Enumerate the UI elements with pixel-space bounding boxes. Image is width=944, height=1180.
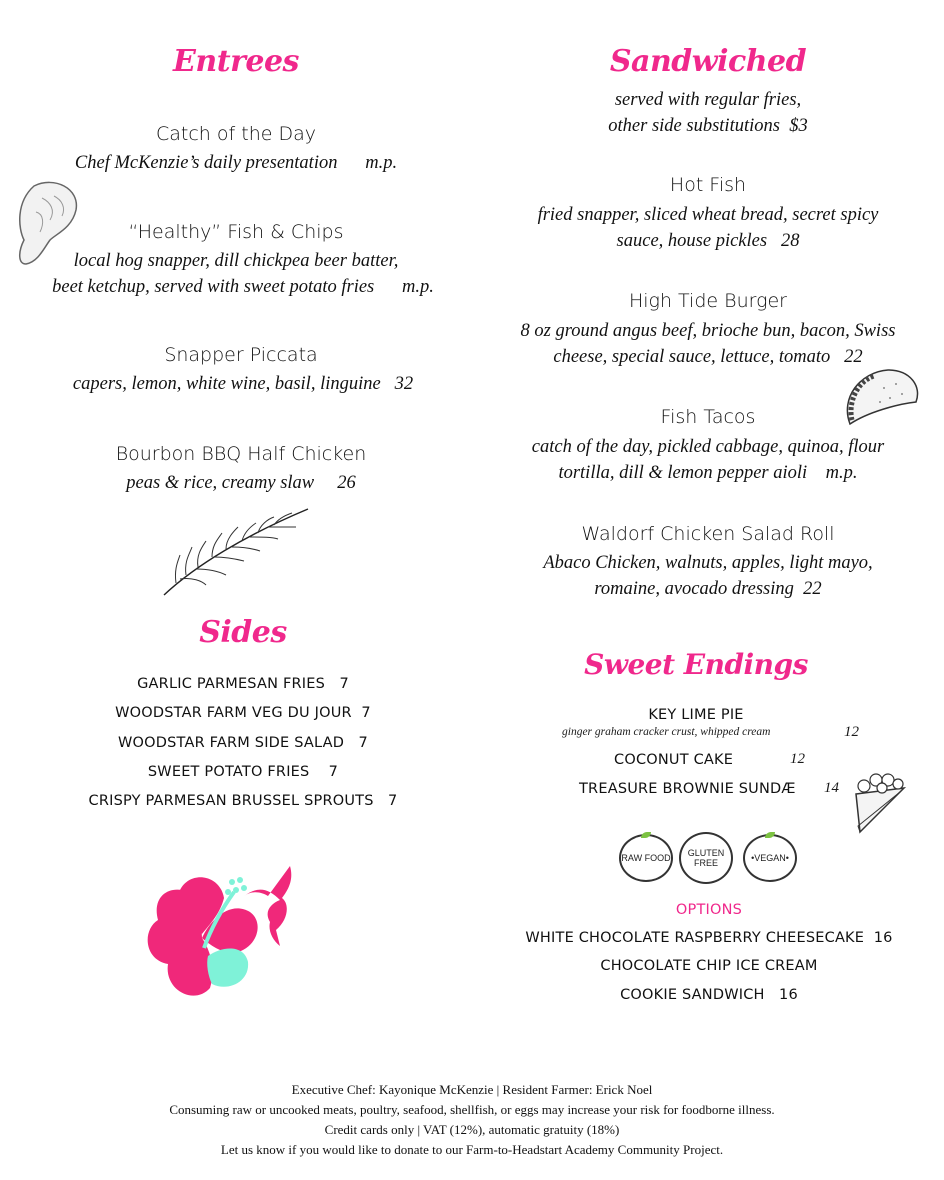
footer-warning: Consuming raw or uncooked meats, poultry, seafood, shellfish, or eggs may increase your risk for foodborne illness. bbox=[169, 1102, 775, 1117]
entree-desc: local hog snapper, dill chickpea beer batter, bbox=[73, 251, 399, 271]
options-label: OPTIONS bbox=[675, 902, 743, 918]
sandwich-desc: tortilla, dill & lemon pepper aioli m.p. bbox=[558, 463, 858, 483]
option-item: COOKIE SANDWICH 16 bbox=[620, 987, 798, 1003]
side-item: CRISPY PARMESAN BRUSSEL SPROUTS 7 bbox=[88, 793, 398, 809]
sandwich-name: Waldorf Chicken Salad Roll bbox=[581, 523, 835, 545]
hibiscus-hummingbird-icon bbox=[140, 860, 310, 1010]
side-item: WOODSTAR FARM VEG DU JOUR 7 bbox=[115, 705, 371, 721]
entree-name: “Healthy” Fish & Chips bbox=[128, 221, 344, 243]
dessert-name: COCONUT CAKE bbox=[614, 752, 734, 768]
footer-donation: Let us know if you would like to donate to our Farm-to-Headstart Academy Community Project. bbox=[220, 1142, 724, 1157]
entree-desc: beet ketchup, served with sweet potato fries m.p. bbox=[52, 277, 434, 297]
entree-name: Snapper Piccata bbox=[164, 344, 318, 366]
sandwiched-heading: Sandwiched bbox=[609, 44, 807, 79]
sandwich-desc: 8 oz ground angus beef, brioche bun, bacon, Swiss bbox=[520, 321, 896, 341]
entree-desc: capers, lemon, white wine, basil, linguine 32 bbox=[72, 374, 414, 394]
rosemary-sprig-icon bbox=[156, 505, 316, 600]
sandwich-name: High Tide Burger bbox=[628, 290, 787, 312]
sandwich-desc: romaine, avocado dressing 22 bbox=[594, 579, 822, 599]
sandwich-name: Fish Tacos bbox=[660, 406, 756, 428]
entree-desc: Chef McKenzie’s daily presentation m.p. bbox=[74, 153, 398, 173]
footer-payment: Credit cards only | VAT (12%), automatic gratuity (18%) bbox=[324, 1122, 620, 1137]
footer bbox=[0, 1080, 944, 1160]
side-item: SWEET POTATO FRIES 7 bbox=[147, 764, 339, 780]
entrees-heading: Entrees bbox=[173, 44, 299, 79]
vegan-badge: •VEGAN• bbox=[743, 834, 797, 882]
dessert-name: KEY LIME PIE bbox=[648, 707, 744, 723]
sides-heading: Sides bbox=[199, 615, 287, 650]
sandwich-desc: fried snapper, sliced wheat bread, secret spicy bbox=[537, 205, 879, 225]
entree-name: Catch of the Day bbox=[156, 123, 316, 145]
option-item: WHITE CHOCOLATE RASPBERRY CHEESECAKE 16 bbox=[525, 930, 893, 946]
gluten-free-badge: GLUTEN FREE bbox=[679, 832, 733, 884]
side-item: WOODSTAR FARM SIDE SALAD 7 bbox=[118, 735, 368, 751]
sandwich-desc: cheese, special sauce, lettuce, tomato 22 bbox=[553, 347, 863, 367]
dessert-name: TREASURE BROWNIE SUNDÆ bbox=[579, 781, 796, 797]
sweet-endings-heading: Sweet Endings bbox=[584, 648, 808, 681]
sandwich-desc: catch of the day, pickled cabbage, quinoa, flour bbox=[531, 437, 885, 457]
dessert-price: 14 bbox=[824, 780, 839, 796]
sandwiched-note: served with regular fries, bbox=[614, 90, 802, 110]
sandwiched-note: other side substitutions $3 bbox=[608, 116, 808, 136]
entree-desc: peas & rice, creamy slaw 26 bbox=[126, 473, 356, 493]
side-item: GARLIC PARMESAN FRIES 7 bbox=[137, 676, 349, 692]
dessert-price: 12 bbox=[844, 724, 859, 740]
sandwich-desc: Abaco Chicken, walnuts, apples, light mayo, bbox=[543, 553, 873, 573]
raw-food-badge: RAW FOOD bbox=[619, 834, 673, 882]
cheesecake-icon bbox=[852, 770, 910, 836]
sandwich-name: Hot Fish bbox=[669, 174, 747, 196]
sandwich-desc: sauce, house pickles 28 bbox=[616, 231, 800, 251]
option-item: CHOCOLATE CHIP ICE CREAM bbox=[600, 958, 818, 974]
footer-staff: Executive Chef: Kayonique McKenzie | Resident Farmer: Erick Noel bbox=[291, 1082, 653, 1097]
dessert-price: 12 bbox=[790, 751, 805, 767]
dessert-desc: ginger graham cracker crust, whipped cream bbox=[562, 726, 771, 738]
entree-name: Bourbon BBQ Half Chicken bbox=[115, 443, 367, 465]
